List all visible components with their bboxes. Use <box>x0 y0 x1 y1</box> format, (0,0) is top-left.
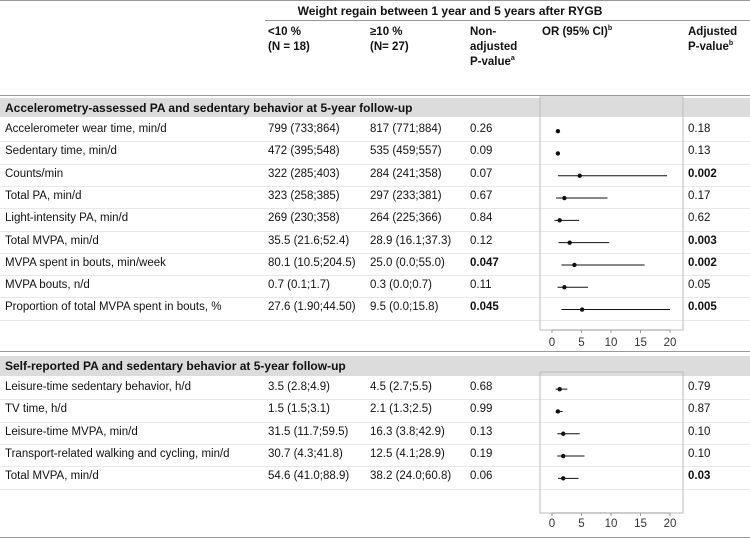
cell-p-nonadj: 0.09 <box>470 145 493 158</box>
col-or-label: OR (95% CI) <box>542 26 608 38</box>
cell-ge10: 284 (241;358) <box>370 167 442 180</box>
cell-lt10: 27.6 (1.90;44.50) <box>268 301 356 314</box>
section-title: Accelerometry-assessed PA and sedentary behavior at 5-year follow-up <box>5 101 413 115</box>
cell-ge10: 535 (459;557) <box>370 145 442 158</box>
x-tick-label: 20 <box>663 518 677 530</box>
cell-lt10: 54.6 (41.0;88.9) <box>268 470 350 483</box>
cell-lt10: 322 (285;403) <box>268 167 340 180</box>
col-lt10-line2: (N = 18) <box>268 41 310 53</box>
cell-label: Counts/min <box>5 167 64 180</box>
cell-p-nonadj: 0.07 <box>470 167 493 180</box>
col-adj-sup: b <box>728 40 734 48</box>
or-point <box>561 476 565 480</box>
cell-lt10: 80.1 (10.5;204.5) <box>268 256 356 269</box>
cell-p-adj: 0.003 <box>688 234 717 247</box>
cell-p-adj: 0.03 <box>688 470 711 483</box>
cell-p-nonadj: 0.06 <box>470 470 493 483</box>
cell-p-adj: 0.87 <box>688 403 711 416</box>
cell-label: Total MVPA, min/d <box>5 470 99 483</box>
cell-ge10: 297 (233;381) <box>370 189 442 202</box>
or-point <box>578 174 582 178</box>
cell-ge10: 4.5 (2.7;5.5) <box>370 381 433 393</box>
x-tick-label: 5 <box>578 518 585 530</box>
x-tick-label: 0 <box>548 337 556 349</box>
cell-p-nonadj: 0.68 <box>470 381 493 393</box>
or-point <box>562 196 566 200</box>
cell-ge10: 817 (771;884) <box>370 123 442 135</box>
col-adj-line2: P-value <box>688 41 729 53</box>
cell-lt10: 269 (230;358) <box>268 212 340 225</box>
cell-label: Accelerometer wear time, min/d <box>5 123 167 135</box>
or-point <box>561 454 565 458</box>
cell-label: Leisure-time sedentary behavior, h/d <box>5 381 192 393</box>
cell-lt10: 35.5 (21.6;52.4) <box>268 234 350 247</box>
cell-p-adj: 0.13 <box>688 145 711 158</box>
cell-label: MVPA bouts, n/d <box>5 279 90 292</box>
cell-lt10: 323 (258;385) <box>268 189 340 202</box>
cell-p-nonadj: 0.047 <box>470 256 499 269</box>
col-nonadj-line3: P-value <box>470 56 511 68</box>
cell-ge10: 9.5 (0.0;15.8) <box>370 301 439 314</box>
cell-p-adj: 0.18 <box>688 123 711 135</box>
or-point <box>556 409 560 413</box>
cell-ge10: 28.9 (16.1;37.3) <box>370 234 452 247</box>
col-nonadj-line2: adjusted <box>470 41 518 53</box>
x-tick-label: 20 <box>663 337 677 349</box>
x-tick-label: 15 <box>634 518 647 530</box>
cell-p-nonadj: 0.67 <box>470 189 493 202</box>
cell-label: Transport-related walking and cycling, min/d <box>5 447 230 460</box>
cell-p-adj: 0.002 <box>688 256 717 269</box>
col-nonadj-sup: a <box>510 55 515 63</box>
cell-label: TV time, h/d <box>5 403 67 416</box>
x-tick-label: 15 <box>634 337 647 349</box>
cell-label: MVPA spent in bouts, min/week <box>5 256 166 269</box>
x-tick-label: 10 <box>604 518 618 530</box>
or-point <box>568 240 572 244</box>
cell-p-adj: 0.002 <box>688 167 717 180</box>
cell-lt10: 30.7 (4.3;41.8) <box>268 447 343 460</box>
cell-label: Leisure-time MVPA, min/d <box>5 425 138 438</box>
spanning-title: Weight regain between 1 year and 5 years after RYGB <box>297 4 603 18</box>
col-adj-line1: Adjusted <box>688 26 738 38</box>
col-nonadj-line1: Non- <box>470 26 497 38</box>
cell-p-nonadj: 0.99 <box>470 403 493 416</box>
cell-p-nonadj: 0.19 <box>470 447 493 460</box>
cell-lt10: 3.5 (2.8;4.9) <box>268 381 331 393</box>
cell-p-nonadj: 0.13 <box>470 425 493 438</box>
cell-p-nonadj: 0.11 <box>470 279 492 292</box>
or-point <box>557 218 561 222</box>
cell-ge10: 0.3 (0.0;0.7) <box>370 279 433 292</box>
cell-label: Total PA, min/d <box>5 189 82 202</box>
col-or-sup: b <box>607 25 613 33</box>
cell-p-adj: 0.10 <box>688 447 711 460</box>
cell-lt10: 0.7 (0.1;1.7) <box>268 279 331 292</box>
cell-ge10: 12.5 (4.1;28.9) <box>370 447 445 460</box>
plot-frame <box>540 97 683 330</box>
plot-frame <box>540 372 683 513</box>
cell-p-nonadj: 0.26 <box>470 123 493 135</box>
or-point <box>562 285 566 289</box>
or-point <box>580 307 584 311</box>
cell-p-adj: 0.10 <box>688 425 711 438</box>
x-tick-label: 10 <box>604 337 618 349</box>
cell-ge10: 38.2 (24.0;60.8) <box>370 470 452 483</box>
cell-p-adj: 0.79 <box>688 381 711 393</box>
or-point <box>556 129 560 133</box>
cell-label: Light-intensity PA, min/d <box>5 212 129 225</box>
cell-ge10: 16.3 (3.8;42.9) <box>370 425 445 438</box>
cell-lt10: 31.5 (11.7;59.5) <box>268 425 349 438</box>
cell-label: Proportion of total MVPA spent in bouts, % <box>5 301 222 314</box>
cell-p-adj: 0.005 <box>688 301 717 314</box>
or-point <box>572 263 576 267</box>
cell-label: Total MVPA, min/d <box>5 234 99 247</box>
x-tick-label: 0 <box>548 518 556 530</box>
col-ge10-line2: (N= 27) <box>370 41 409 53</box>
cell-p-nonadj: 0.84 <box>470 212 493 225</box>
or-point <box>557 387 561 391</box>
col-lt10-line1: <10 % <box>268 26 301 38</box>
x-tick-label: 5 <box>578 337 585 349</box>
cell-ge10: 264 (225;366) <box>370 212 442 225</box>
or-point <box>561 432 565 436</box>
cell-lt10: 1.5 (1.5;3.1) <box>268 403 331 416</box>
section-title: Self-reported PA and sedentary behavior at 5-year follow-up <box>5 359 346 373</box>
cell-label: Sedentary time, min/d <box>5 145 117 158</box>
cell-ge10: 2.1 (1.3;2.5) <box>370 403 433 416</box>
cell-p-adj: 0.17 <box>688 189 711 202</box>
cell-lt10: 799 (733;864) <box>268 123 340 135</box>
cell-p-adj: 0.05 <box>688 279 711 292</box>
cell-p-nonadj: 0.12 <box>470 234 493 247</box>
cell-lt10: 472 (395;548) <box>268 145 340 158</box>
cell-p-nonadj: 0.045 <box>470 301 499 314</box>
or-point <box>556 151 560 155</box>
cell-p-adj: 0.62 <box>688 212 711 225</box>
col-ge10-line1: ≥10 % <box>370 26 403 38</box>
cell-ge10: 25.0 (0.0;55.0) <box>370 256 445 269</box>
